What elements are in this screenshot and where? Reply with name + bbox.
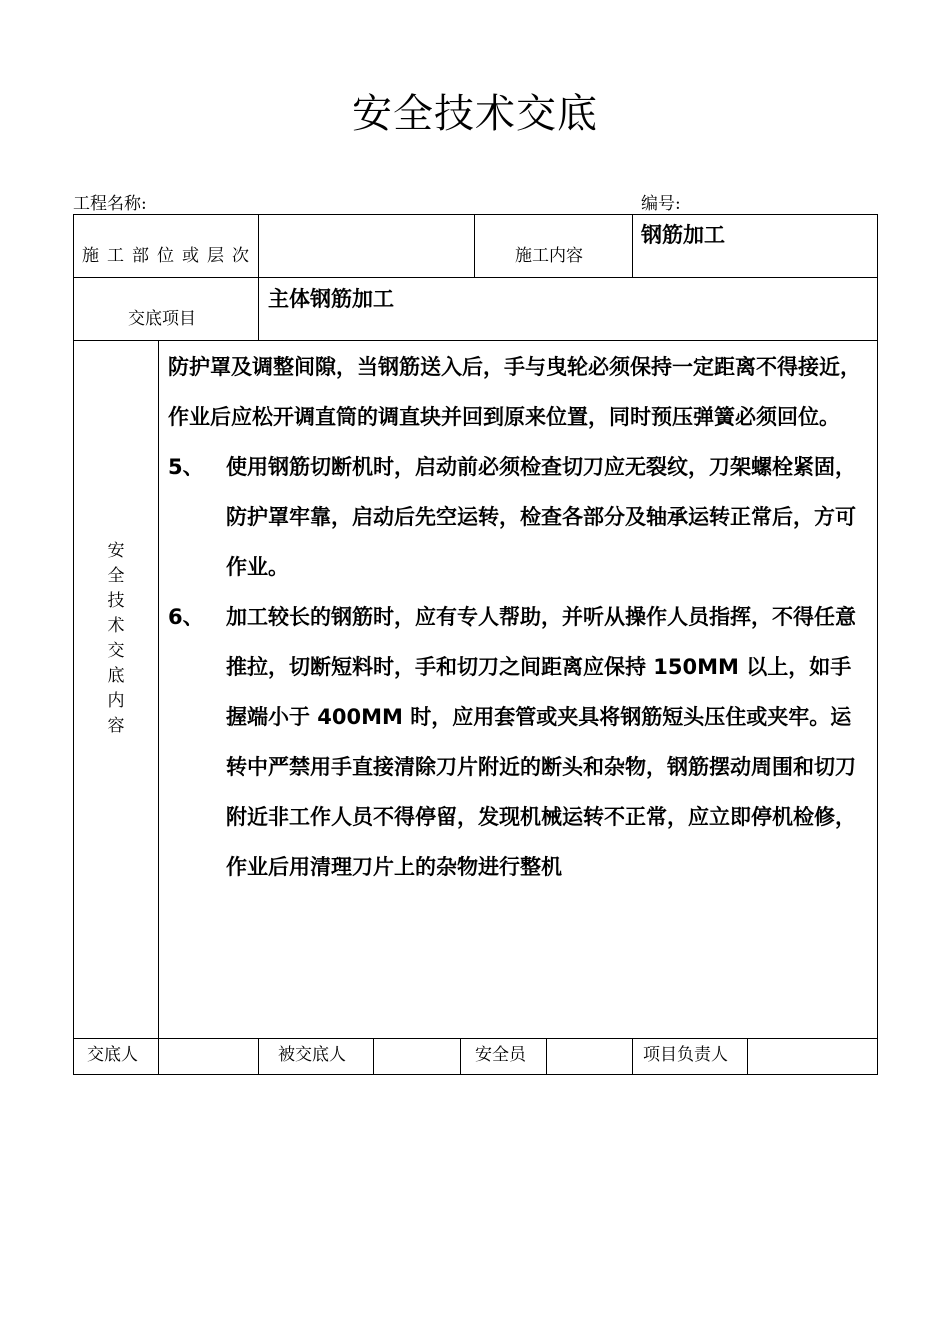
project-manager-label: 项目负责人 — [643, 1045, 728, 1065]
row-divider-2 — [73, 340, 878, 341]
content-label-char: 容 — [107, 716, 125, 736]
content-label-char: 内 — [107, 691, 125, 711]
page-title: 安全技术交底 — [352, 91, 598, 137]
item-text: 加工较长的钢筋时，应有专人帮助，并听从操作人员指挥，不得任意推拉，切断短料时，手和切刀之间距离应保持 150MM 以上，如手握端小于 400MM 时，应用套管或夹具将钢筋短头压住或夹牢。运转中严禁用手直接清除刀片附近的断头和杂物，钢筋摆动周围和切刀附近非工作人员不得停留，发现机械运转不正常，应立即停机检修，作业后用清理刀片上的杂物进行整机 — [226, 605, 856, 879]
form-border-bottom — [73, 1074, 878, 1075]
content-label-char: 安 — [107, 541, 125, 561]
construction-content-label: 施工内容 — [515, 246, 583, 266]
handover-form — [73, 214, 878, 1075]
handover-item-label: 交底项目 — [128, 309, 196, 329]
item-text: 使用钢筋切断机时，启动前必须检查切刀应无裂纹，刀架螺栓紧固，防护罩牢靠，启动后先空运转，检查各部分及轴承运转正常后，方可作业。 — [226, 455, 856, 579]
row4-divider-f — [632, 1038, 633, 1075]
item-number: 6、 — [168, 605, 204, 629]
content-intro: 防护罩及调整间隙，当钢筋送入后，手与曳轮必须保持一定距离不得接近，作业后应松开调直筒的调直块并回到原来位置，同时预压弹簧必须回位。 — [168, 355, 861, 429]
row4-divider-d — [460, 1038, 461, 1075]
content-label — [73, 539, 159, 739]
construction-part-label: 施工部位或层次 — [82, 246, 257, 266]
row4-divider-g — [747, 1038, 748, 1075]
content-label-char: 术 — [107, 616, 125, 636]
row1-divider-b — [474, 214, 475, 277]
row4-divider-e — [546, 1038, 547, 1075]
construction-content-value: 钢筋加工 — [641, 223, 725, 247]
item-number: 5、 — [168, 455, 204, 479]
content-label-char: 技 — [107, 591, 125, 611]
content-label-char: 底 — [107, 666, 125, 686]
row1-divider-c — [632, 214, 633, 277]
row-divider-3 — [73, 1038, 878, 1039]
row4-divider-b — [258, 1038, 259, 1075]
row1-divider-a — [258, 214, 259, 277]
form-border-right — [877, 214, 878, 1075]
content-item — [168, 592, 870, 892]
project-name-label: 工程名称: — [73, 194, 147, 214]
content-label-char: 交 — [107, 641, 125, 661]
discloser-label: 交底人 — [87, 1045, 138, 1065]
content-item — [168, 442, 870, 592]
handover-item-value: 主体钢筋加工 — [268, 287, 394, 311]
row4-divider-c — [373, 1038, 374, 1075]
recipient-label: 被交底人 — [278, 1045, 346, 1065]
row-divider-1 — [73, 277, 878, 278]
safety-officer-label: 安全员 — [475, 1045, 526, 1065]
content-label-char: 全 — [107, 566, 125, 586]
form-border-top — [73, 214, 878, 215]
number-label: 编号: — [641, 194, 681, 214]
row4-divider-a — [158, 1038, 159, 1075]
row2-divider — [258, 277, 259, 340]
safety-content — [168, 342, 870, 892]
